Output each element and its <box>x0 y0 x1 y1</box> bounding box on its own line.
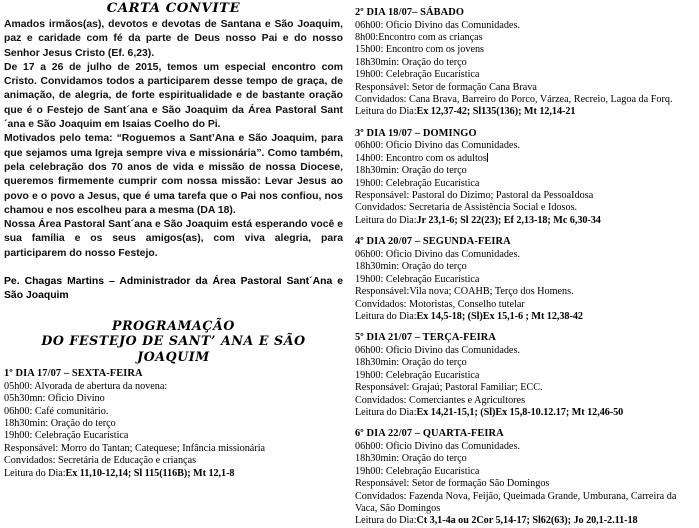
schedule-left <box>4 368 343 480</box>
schedule-line: 19h00: Celebração Eucarística <box>355 369 480 381</box>
schedule-line: Responsável: Grajaú; Pastoral Familiar; ECC. <box>355 382 543 394</box>
schedule-line: Convidados: Fazenda Nova, Feijão, Queimada Grande, Umburana, Carreira da Vaca, São Domingos <box>355 490 677 514</box>
schedule-line: Responsável:Vila nova; COAHB; Terço dos Homens. <box>355 286 574 298</box>
schedule-day-heading: 2º DIA 18/07– SÁBADO <box>355 7 465 18</box>
schedule-line: 06h00: Oficio Divino das Comunidades. <box>355 140 520 152</box>
schedule-reading-value: Ex 11,10-12,14; Sl 115(116B); Mt 12,1-8 <box>65 467 235 479</box>
schedule-reading-label: Leitura do Dia: <box>355 515 417 527</box>
schedule-reading <box>355 311 697 323</box>
schedule-right <box>355 7 697 528</box>
schedule-reading-label: Leitura do Dia: <box>355 106 417 118</box>
schedule-line: Responsável: Pastoral do Dizimo; Pastoral da PessoaIdosa <box>355 190 594 202</box>
schedule-line: Convidados: Secretária de Educação e crianças <box>4 455 197 467</box>
schedule-day-block <box>355 332 697 419</box>
schedule-line: 15h00: Encontro com os jovens <box>355 44 485 56</box>
schedule-reading <box>355 215 697 227</box>
left-column <box>0 0 349 479</box>
schedule-line: 8h00:Encontro com as crianças <box>355 32 483 43</box>
schedule-reading-value: Jr 23,1-6; Sl 22(23); Ef 2,13-18; Mc 6,30-34 <box>416 214 601 226</box>
schedule-line: 18h30min: Oração do terço <box>4 417 116 429</box>
schedule-reading <box>355 515 697 527</box>
schedule-day-block <box>355 7 697 119</box>
program-title-line-1: PROGRAMAÇÃO <box>112 317 235 333</box>
schedule-reading-value: Ex 12,37-42; Sl135(136); Mt 12,14-21 <box>416 106 576 118</box>
schedule-reading-value: Ct 3,1-4a ou 2Cor 5,14-17; Sl62(63); Jo 20,1-2.11-18 <box>416 515 638 527</box>
schedule-line: 18h30min: Oração do terço <box>355 165 467 177</box>
letter-paragraph: Motivados pelo tema: “Roguemos a Sant’Ana e São Joaquim, para que sejamos uma Igreja sempre viva e missionária”. Como também, pela celebração dos 70 anos de vida e missão de nossa Diocese, queremos firmemente cumprir com nossa missão: Levar Jesus ao povo e o povo a Jesus, que é uma tarefa que o Pai nos confiou, nos chamou e nos escolheu para a mesma (DA 18). <box>4 133 343 216</box>
schedule-day-heading: 3º DIA 19/07 – DOMINGO <box>355 127 477 139</box>
schedule-day-block <box>355 236 697 323</box>
schedule-reading-label: Leitura do Dia: <box>4 467 66 479</box>
letter-paragraph: Amados irmãos(as), devotos e devotas de Santana e São Joaquim, paz e caridade com fé da parte de Deus nosso Pai e do nosso Senhor Jesus Cristo (Ef. 6,23). <box>4 19 343 59</box>
schedule-day-block <box>355 128 697 227</box>
schedule-line: Convidados: Cana Brava, Barreiro do Porco, Várzea, Recreio, Lagoa da Forq. <box>355 94 673 106</box>
schedule-line: Responsável: Setor de formação São Domingos <box>355 478 550 490</box>
schedule-line: Convidados: Comerciantes e Agricultores <box>355 394 526 406</box>
schedule-line: 18h30min: Oração do terço <box>355 453 467 465</box>
schedule-line: Convidados: Motoristas, Conselho tutelar <box>355 298 525 310</box>
schedule-line: 19h00: Celebração Eucarística <box>355 273 480 285</box>
schedule-reading-label: Leitura do Dia: <box>355 406 417 418</box>
schedule-day-block <box>355 428 697 527</box>
program-title-line-2: DO FESTEJO DE SANT’ ANA E SÃO JOAQUIM <box>41 333 306 364</box>
schedule-reading-label: Leitura do Dia: <box>355 214 417 226</box>
schedule-day-heading: 5º DIA 21/07 – TERÇA-FEIRA <box>355 332 496 344</box>
schedule-line: Convidados: Secretaria de Assistência Social e Idosos. <box>355 202 578 214</box>
schedule-line: 18h30min: Oração do terço <box>355 56 467 68</box>
letter-body <box>4 18 343 261</box>
schedule-line: 19h00: Celebração Eucarística <box>355 177 480 189</box>
schedule-reading <box>355 106 697 118</box>
schedule-line: 18h30min: Oração do terço <box>355 357 467 369</box>
schedule-reading <box>355 407 697 419</box>
schedule-line: 05h00: Alvorada de abertura da novena: <box>4 380 168 392</box>
letter-paragraph: De 17 a 26 de julho de 2015, temos um especial encontro com Cristo. Convidamos todos a participarem desse tempo de graça, de animação, de alegria, de forte espiritualidade e de bastante oração que é o Festejo de Sant´ana e São Joaquim da Área Pastoral Sant´ana e São Joaquim em Isaias Coelho do Pi. <box>4 61 343 131</box>
schedule-day-heading: 4º DIA 20/07 – SEGUNDA-FEIRA <box>355 236 511 248</box>
schedule-reading <box>4 468 343 480</box>
right-column <box>349 0 699 527</box>
schedule-line: 14h00: Encontro com os adultos <box>355 152 487 164</box>
text-caret <box>487 153 488 162</box>
letter-paragraph: Nossa Área Pastoral Sant´ana e São Joaquim está esperando você e sua família e os seus amigos(as), com viva alegria, para participarem do nosso Festejo. <box>4 219 343 259</box>
schedule-reading-value: Ex 14,21-15,1; (Sl)Ex 15,8-10.12.17; Mt 12,46-50 <box>416 406 624 418</box>
schedule-line: 19h00: Celebração Eucarística <box>355 69 480 81</box>
schedule-line: 19h00: Celebração Eucarística <box>355 465 480 477</box>
schedule-line: Responsável: Morro do Tantan; Catequese; Infância missionária <box>4 442 266 454</box>
schedule-line: Responsável: Setor de formação Cana Brava <box>355 81 537 93</box>
schedule-day-block <box>4 368 343 480</box>
schedule-line: 06h00: Oficio Divino das Comunidades. <box>355 19 520 31</box>
schedule-line: 06h00: Oficio Divino das Comunidades. <box>355 344 520 356</box>
letter-signature: Pe. Chagas Martins – Administrador da Área Pastoral Sant´Ana e São Joaquim <box>4 276 343 302</box>
schedule-reading-label: Leitura do Dia: <box>355 310 417 322</box>
schedule-reading-value: Ex 14,5-18; (Sl)Ex 15,1-6 ; Mt 12,38-42 <box>416 310 583 322</box>
schedule-line: 06h00: Oficio Divino das Comunidades. <box>355 440 520 452</box>
schedule-day-heading: 6º DIA 22/07 – QUARTA-FEIRA <box>355 428 504 440</box>
program-title <box>4 318 343 365</box>
schedule-day-heading: 1º DIA 17/07 – SEXTA-FEIRA <box>4 368 143 380</box>
schedule-line: 05h30mn: Oficio Divino <box>4 393 105 405</box>
schedule-line: 06h00: Café comunitário. <box>4 405 109 417</box>
schedule-line: 06h00: Oficio Divino das Comunidades. <box>355 248 520 260</box>
schedule-line: 19h00: Celebração Eucarística <box>4 430 129 442</box>
schedule-line: 18h30min: Oração do terço <box>355 261 467 273</box>
letter-title: CARTA CONVITE <box>106 1 241 16</box>
